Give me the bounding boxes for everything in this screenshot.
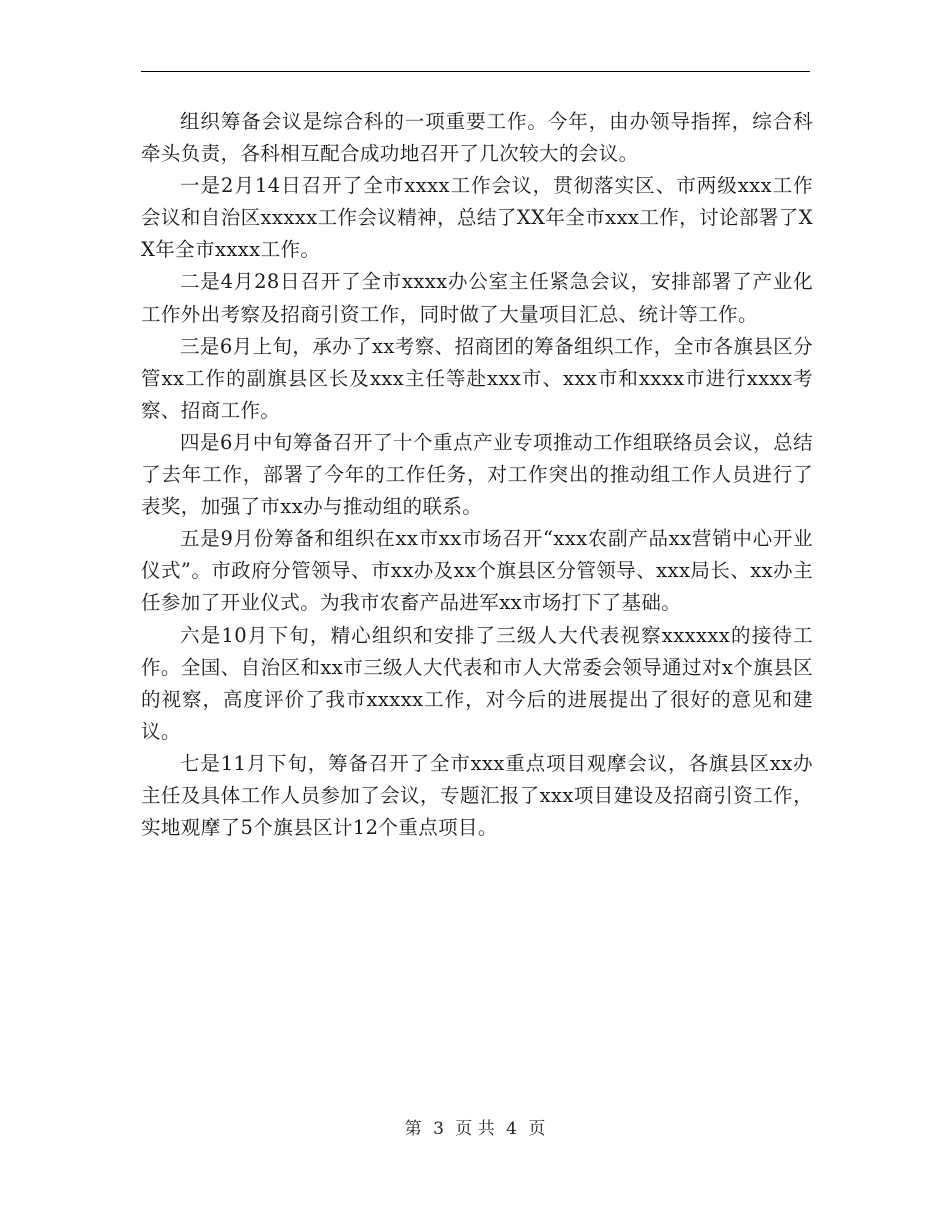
page-footer [0, 1118, 950, 1140]
paragraph-item-3: 三是6月上旬，承办了xx考察、招商团的筹备组织工作，全市各旗县区分管xx工作的副旗县区长及xxx主任等赴xxx市、xxx市和xxxx市进行xxxx考察、招商工作。 [141, 334, 813, 422]
paragraph-item-6: 六是10月下旬，精心组织和安排了三级人大代表视察xxxxxx的接待工作。全国、自治区和xx市三级人大代表和市人大常委会领导通过对x个旗县区的视察，高度评价了我市xxxxx工作，对今后的进展提出了很好的意见和建议。 [141, 623, 813, 743]
footer-suffix: 页 [528, 1119, 546, 1139]
document-body [141, 106, 813, 844]
footer-current-page: 3 [433, 1119, 444, 1139]
paragraph-intro: 组织筹备会议是综合科的一项重要工作。今年，由办领导指挥，综合科牵头负责，各科相互配合成功地召开了几次较大的会议。 [141, 110, 813, 166]
footer-prefix: 第 [404, 1119, 422, 1139]
paragraph-item-4: 四是6月中旬筹备召开了十个重点产业专项推动工作组联络员会议，总结了去年工作，部署了今年的工作任务，对工作突出的推动组工作人员进行了表奖，加强了市xx办与推动组的联系。 [141, 430, 813, 519]
paragraph-item-7: 七是11月下旬，筹备召开了全市xxx重点项目观摩会议，各旗县区xx办主任及具体工作人员参加了会议，专题汇报了xxx项目建设及招商引资工作，实地观摩了5个旗县区计12个重点项目。 [141, 751, 813, 840]
header-rule [141, 71, 810, 72]
paragraph-item-5: 五是9月份筹备和组织在xx市xx市场召开“xxx农副产品xx营销中心开业仪式”。市政府分管领导、市xx办及xx个旗县区分管领导、xxx局长、xx办主任参加了开业仪式。为我市农畜产品进军xx市场打下了基础。 [141, 527, 813, 615]
footer-total-pages: 4 [506, 1119, 517, 1139]
footer-middle: 页 共 [455, 1119, 495, 1139]
paragraph-item-1: 一是2月14日召开了全市xxxx工作会议，贯彻落实区、市两级xxx工作会议和自治区xxxxx工作会议精神，总结了XX年全市xxx工作，讨论部署了XX年全市xxxx工作。 [141, 174, 813, 262]
paragraph-item-2: 二是4月28日召开了全市xxxx办公室主任紧急会议，安排部署了产业化工作外出考察及招商引资工作，同时做了大量项目汇总、统计等工作。 [141, 270, 813, 326]
